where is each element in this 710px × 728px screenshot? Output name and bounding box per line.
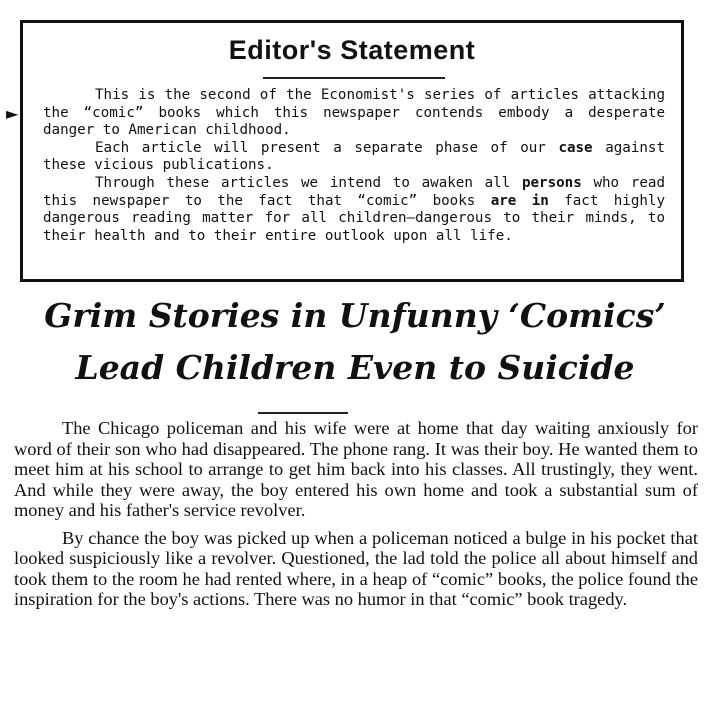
page-bottom-edge bbox=[0, 708, 710, 728]
editors-statement-body bbox=[43, 87, 665, 245]
statement-bold-text: are in bbox=[490, 192, 549, 209]
editors-statement-box bbox=[20, 20, 684, 282]
statement-paragraph-1 bbox=[43, 87, 665, 140]
editors-statement-title: Editor's Statement bbox=[228, 35, 476, 65]
statement-text: against these vicious publications. bbox=[43, 139, 665, 174]
statement-text: This is the second of the Economist's series of articles attacking the “comic” books which this newspaper contends embody a desperate danger to American childhood. bbox=[43, 87, 665, 139]
statement-bold-text: persons bbox=[521, 174, 582, 191]
headline-divider bbox=[258, 412, 348, 414]
article-body bbox=[14, 418, 698, 617]
statement-bold-text: case bbox=[558, 139, 593, 156]
article-paragraph-1: The Chicago policeman and his wife were at home that day waiting anxiously for word of their son who had disappeared. The phone rang. It was their boy. He wanted them to meet him at his school to arrange to get him back into his classes. All trustingly, they went. And while they were away, the boy entered his own home and took a substantial sum of money and his father's service revolver. bbox=[14, 418, 698, 520]
statement-text: Through these articles we intend to awaken all bbox=[95, 174, 522, 191]
statement-text: Each article will present a separate phase of our bbox=[95, 139, 559, 156]
article-paragraph-2: By chance the boy was picked up when a policeman noticed a bulge in his pocket that looked suspiciously like a revolver. Questioned, the lad told the police all about himself and took them to the room he had rented where, in a heap of “comic” books, the police found the inspiration for the boy's actions. There was no humor in that “comic” book tragedy. bbox=[14, 527, 698, 609]
statement-text: who read this newspaper to the fact that “comic” books bbox=[43, 174, 665, 209]
headline-line-2: Lead Children Even to Suicide bbox=[75, 348, 635, 387]
headline-line-1: Grim Stories in Unfunny ‘Comics’ bbox=[44, 296, 666, 335]
statement-text: fact highly dangerous reading matter for all children—dangerous to their minds, to their health and to their entire outlook upon all life. bbox=[43, 192, 666, 244]
statement-paragraph-2 bbox=[43, 140, 665, 175]
statement-paragraph-3 bbox=[43, 175, 665, 245]
title-divider bbox=[263, 77, 445, 79]
margin-pointer-icon: ► bbox=[6, 104, 19, 123]
